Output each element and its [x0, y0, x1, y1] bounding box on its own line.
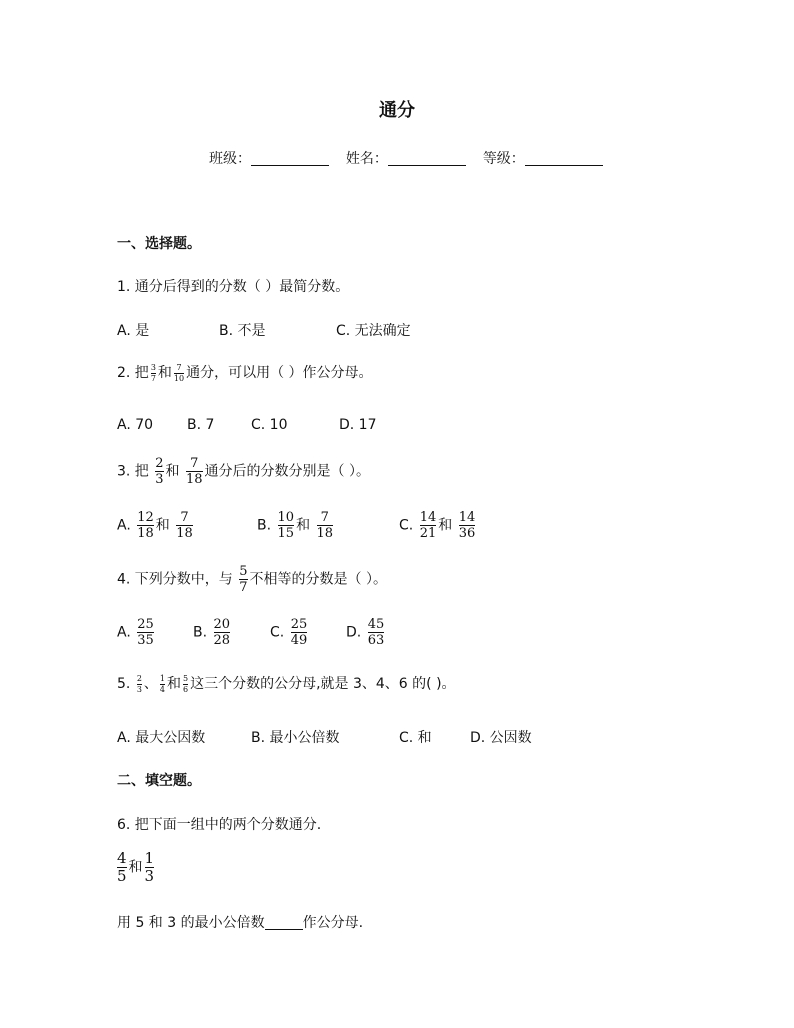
section-heading-fill: 二、填空题。 [117, 773, 201, 789]
fraction: $\frac{1}{4}$ [159, 673, 165, 694]
question-5: 5. $\frac{2}{3}$ 、 $\frac{1}{4}$ 和 $\frac{5}{6}$ 这三个分数的公分母,就是 3、4、6 的( )。 [117, 673, 456, 694]
fraction: $\frac{25}{49}$ [290, 617, 308, 648]
q2-option-a[interactable]: A. 70 [117, 417, 154, 433]
q6-fill-line: 用 5 和 3 的最小公倍数 作公分母. [117, 915, 364, 931]
fraction: $\frac{3}{7}$ [150, 362, 156, 383]
fraction: $\frac{1}{3}$ [144, 849, 155, 885]
question-4: 4. 下列分数中，与 $\frac{5}{7}$ 不相等的分数是（ ）。 [117, 564, 387, 595]
answer-blank[interactable] [265, 929, 303, 930]
fraction: $\frac{45}{63}$ [367, 617, 385, 648]
question-3: 3. 把 $\frac{2}{3}$ 和 $\frac{7}{18}$ 通分后的分数分别是（ ）。 [117, 456, 370, 487]
fraction: $\frac{25}{35}$ [137, 617, 154, 648]
student-info [209, 148, 603, 168]
q4-option-b[interactable]: B. $\frac{20}{28}$ [193, 617, 231, 648]
section-heading-choice: 一、选择题。 [117, 236, 201, 252]
q1-option-c[interactable]: C. 无法确定 [336, 323, 411, 339]
fraction: $\frac{5}{6}$ [183, 673, 189, 694]
q4-option-a[interactable]: A. $\frac{25}{35}$ [117, 617, 154, 648]
grade-blank[interactable] [525, 165, 603, 166]
q5-option-c[interactable]: C. 和 [399, 730, 432, 746]
fraction: $\frac{7}{18}$ [176, 510, 193, 541]
q5-option-a[interactable]: A. 最大公因数 [117, 730, 206, 746]
q1-option-a[interactable]: A. 是 [117, 323, 150, 339]
q3-option-a[interactable]: A. $\frac{12}{18}$ 和 $\frac{7}{18}$ [117, 510, 193, 541]
fraction: $\frac{12}{18}$ [137, 510, 154, 541]
class-blank[interactable] [251, 165, 329, 166]
q1-option-b[interactable]: B. 不是 [219, 323, 266, 339]
name-blank[interactable] [388, 165, 466, 166]
fraction: $\frac{14}{36}$ [458, 510, 476, 541]
fraction: $\frac{10}{15}$ [277, 510, 295, 541]
fraction: $\frac{7}{18}$ [186, 456, 203, 487]
q4-option-d[interactable]: D. $\frac{45}{63}$ [346, 617, 385, 648]
question-2: 2. 把 $\frac{3}{7}$ 和 $\frac{7}{10}$ 通分，可以用（ ）作公分母。 [117, 362, 373, 383]
q2-option-d[interactable]: D. 17 [339, 417, 377, 433]
fraction: $\frac{5}{7}$ [239, 564, 248, 595]
fraction: $\frac{7}{10}$ [173, 362, 185, 383]
q2-option-c[interactable]: C. 10 [251, 417, 288, 433]
q5-option-d[interactable]: D. 公因数 [470, 730, 532, 746]
q3-option-b[interactable]: B. $\frac{10}{15}$ 和 $\frac{7}{18}$ [257, 510, 334, 541]
q4-option-c[interactable]: C. $\frac{25}{49}$ [270, 617, 308, 648]
fraction: $\frac{4}{5}$ [117, 849, 127, 885]
name-label: 姓名： [345, 151, 388, 167]
fraction: $\frac{2}{3}$ [136, 673, 142, 694]
fraction: $\frac{20}{28}$ [213, 617, 231, 648]
fraction: $\frac{7}{18}$ [316, 510, 334, 541]
q3-option-c[interactable]: C. $\frac{14}{21}$ 和 $\frac{14}{36}$ [399, 510, 476, 541]
q6-fractions: $\frac{4}{5}$ 和 $\frac{1}{3}$ [117, 849, 155, 885]
q2-option-b[interactable]: B. 7 [187, 417, 215, 433]
q5-option-b[interactable]: B. 最小公倍数 [251, 730, 340, 746]
fraction: $\frac{14}{21}$ [419, 510, 437, 541]
question-6: 6. 把下面一组中的两个分数通分. [117, 817, 322, 833]
fraction: $\frac{2}{3}$ [155, 456, 164, 487]
grade-label: 等级： [482, 151, 525, 167]
question-1: 1. 通分后得到的分数（ ）最简分数。 [117, 279, 350, 295]
class-label: 班级： [209, 151, 251, 167]
page-title: 通分 [379, 100, 415, 121]
